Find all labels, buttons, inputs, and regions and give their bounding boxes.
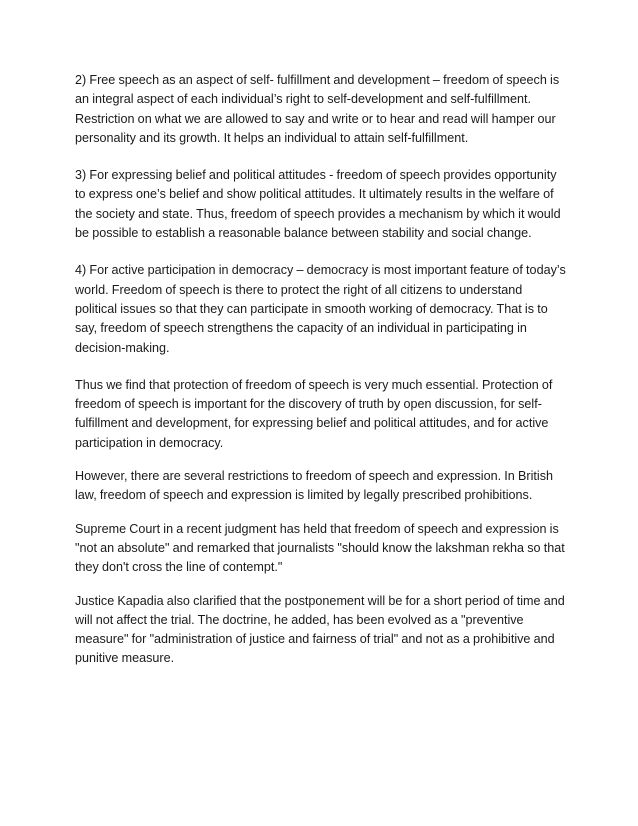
paragraph-restrictions: However, there are several restrictions to freedom of speech and expression. In British law, freedom of speech and expression is limited by legally prescribed prohibitions. <box>75 469 553 503</box>
paragraph-belief-political-attitudes: 3) For expressing belief and political attitudes - freedom of speech provides opportunity to express one’s belief and show political attitudes. It ultimately results in the welfare of the society and state. Thus, freedom of speech provides a mechanism by which it would be possible to establish a reasonable balance between stability and social change. <box>75 168 561 241</box>
paragraph-justice-kapadia: Justice Kapadia also clarified that the postponement will be for a short period of time and will not affect the trial. The doctrine, he added, has been evolved as a "preventive measure" for "administration of justice and fairness of trial" and not as a prohibitive and punitive measure. <box>75 593 565 666</box>
document-body <box>75 71 567 687</box>
paragraph-free-speech-self-fulfillment: 2) Free speech as an aspect of self- fulfillment and development – freedom of speech is an integral aspect of each individual’s right to self-development and self-fulfillment. Restriction on what we are allowed to say and write or to hear and read will hamper our personality and its growth. It helps an individual to attain self-fulfillment. <box>75 73 560 145</box>
paragraph-conclusion: Thus we find that protection of freedom of speech is very much essential. Protection of freedom of speech is important for the discovery of truth by open discussion, for self- fulfillment and development, for expressing belief and political attitudes, and for active participation in democracy. <box>75 377 553 450</box>
paragraph-supreme-court: Supreme Court in a recent judgment has held that freedom of speech and expression is "not an absolute" and remarked that journalists "should know the lakshman rekha so that they don't cross the line of contempt." <box>75 521 565 575</box>
paragraph-participation-democracy: 4) For active participation in democracy – democracy is most important feature of today’s world. Freedom of speech is there to protect the right of all citizens to understand political issues so that they can participate in smooth working of democracy. That is to say, freedom of speech strengthens the capacity of an individual in participating in decision-making. <box>75 263 566 355</box>
